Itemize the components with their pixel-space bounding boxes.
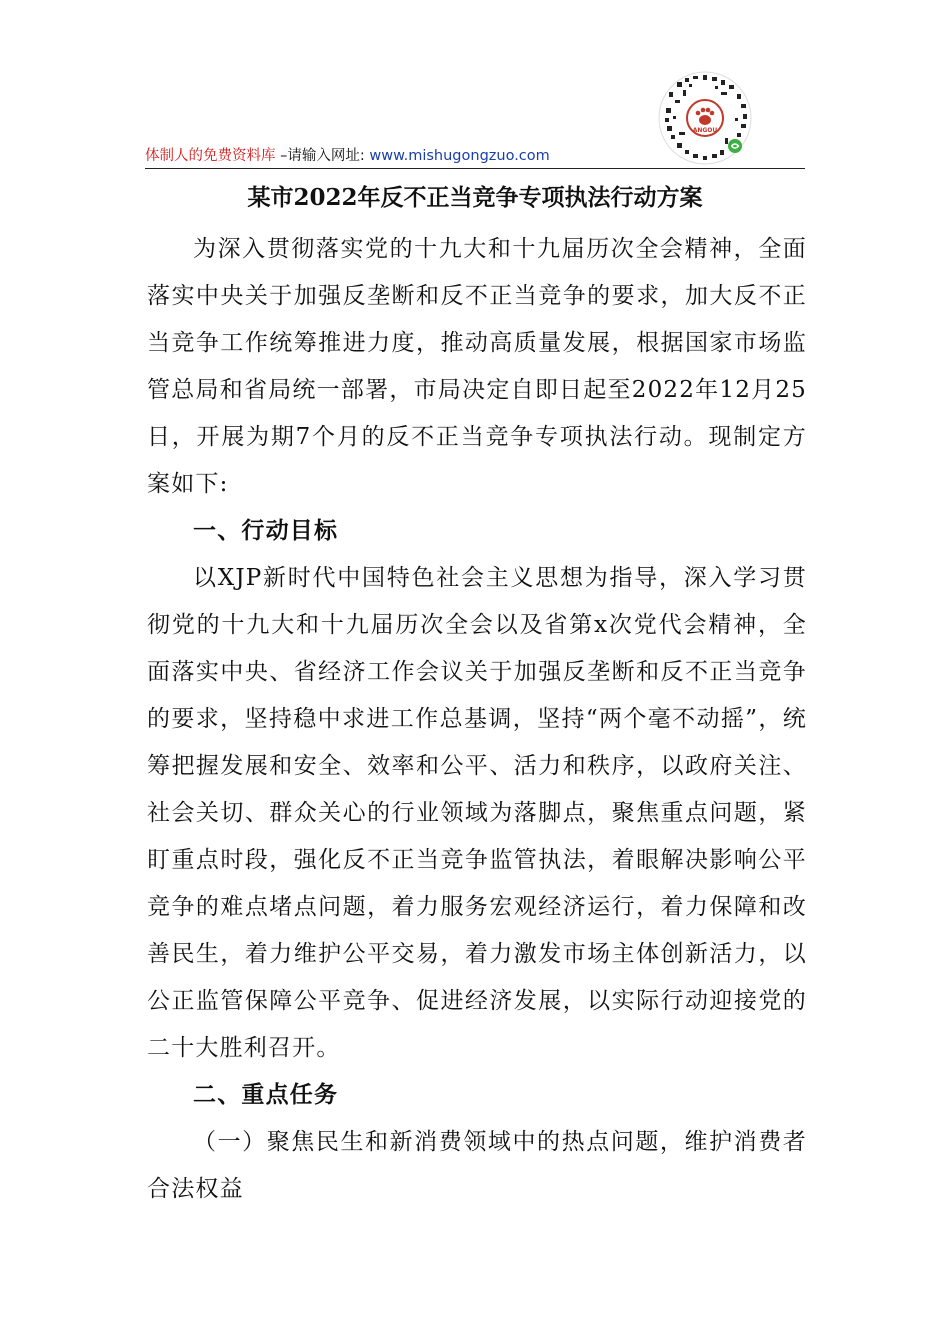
subsection-heading-consumer: （一）聚焦民生和新消费领域中的热点问题，维护消费者合法权益 (147, 1129, 807, 1202)
qr-logo-text: ANGOU (692, 127, 718, 134)
objectives-paragraph: 以XJP新时代中国特色社会主义思想为指导，深入学习贯彻党的十九大和十九届历次全会以及省第x次党代会精神，全面落实中央、省经济工作会议关于加强反垄断和反不正当竞争的要求，坚持稳中求进工作总基调，坚持“两个毫不动摇”，统筹把握发展和安全、效率和公平、活力和秩序，以政府关注、社会关切、群众关心的行业领域为落脚点，聚焦重点问题，紧盯重点时段，强化反不正当竞争监管执法，着眼解决影响公平竞争的难点堵点问题，着力服务宏观经济运行，着力保障和改善民生，着力维护公平交易，着力激发市场主体创新活力，以公正监管保障公平竞争、促进经济发展，以实际行动迎接党的二十大胜利召开。 (147, 565, 807, 1061)
document-body (147, 226, 807, 1213)
section-heading-objectives: 一、行动目标 (193, 518, 339, 544)
url-prompt: –请输入网址: (275, 148, 370, 164)
header-banner (145, 144, 810, 168)
brand-name: 体制人的免费资料库 (145, 148, 276, 164)
site-url-link[interactable]: www.mishugongzuo.com (369, 148, 550, 164)
intro-paragraph: 为深入贯彻落实党的十九大和十九届历次全会精神，全面落实中央关于加强反垄断和反不正当竞争的要求，加大反不正当竞争工作统筹推进力度，推动高质量发展，根据国家市场监管总局和省局统一部署，市局决定自即日起至2022年12月25日，开展为期7个月的反不正当竞争专项执法行动。现制定方案如下: (147, 236, 807, 497)
document-title: 某市2022年反不正当竞争专项执法行动方案 (247, 184, 703, 211)
section-heading-tasks: 二、重点任务 (193, 1082, 339, 1108)
header-divider (145, 168, 805, 169)
